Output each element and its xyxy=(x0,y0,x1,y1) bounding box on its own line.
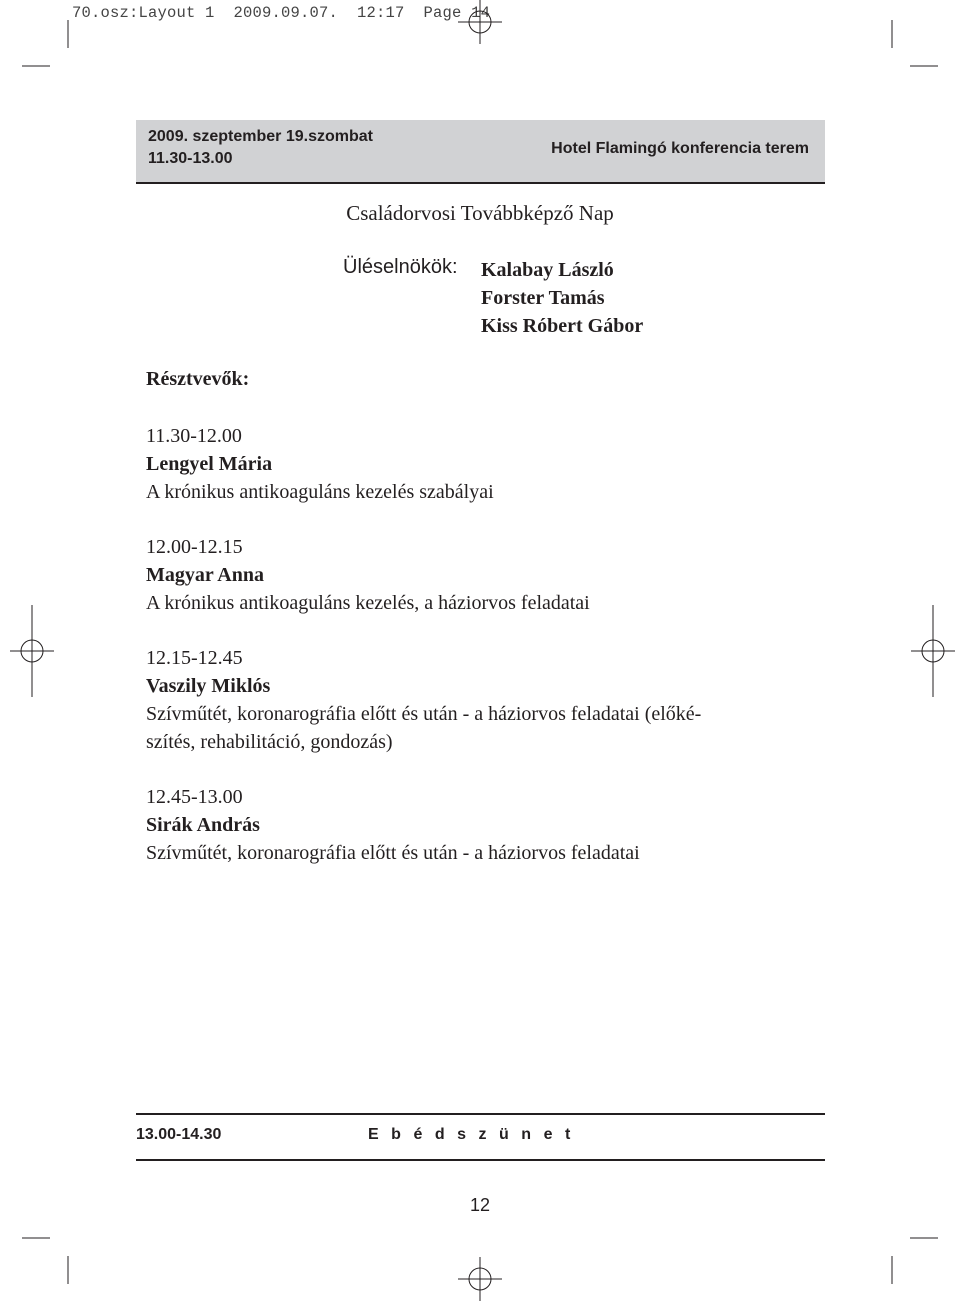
talk-item xyxy=(146,533,816,617)
session-title: Családorvosi Továbbképző Nap xyxy=(346,201,614,225)
participants-label: Résztvevők: xyxy=(146,368,250,390)
talk-speaker: Lengyel Mária xyxy=(146,453,273,475)
talk-item xyxy=(146,422,816,506)
talk-title-line: Szívműtét, koronarográfia előtt és után - a háziorvos feladatai (előké- xyxy=(146,703,702,725)
lunch-time: 13.00-14.30 xyxy=(136,1126,222,1143)
lunch-label: Ebédszünet xyxy=(368,1126,583,1143)
talk-title: A krónikus antikoaguláns kezelés szabályai xyxy=(146,481,494,503)
talk-time: 11.30-12.00 xyxy=(146,425,242,447)
session-header xyxy=(136,120,825,184)
talk-time: 12.45-13.00 xyxy=(146,786,243,808)
talk-list xyxy=(146,422,816,894)
talk-title-line: szítés, rehabilitáció, gondozás) xyxy=(146,731,393,753)
chair-name: Forster Tamás xyxy=(481,287,605,309)
talk-item xyxy=(146,783,816,867)
chairs-label: Üléselnökök: xyxy=(343,256,458,278)
header-date: 2009. szeptember 19.szombat xyxy=(148,128,373,145)
chair-name: Kiss Róbert Gábor xyxy=(481,315,644,337)
chairs-list xyxy=(481,256,643,340)
header-venue: Hotel Flamingó konferencia terem xyxy=(551,140,809,157)
talk-item xyxy=(146,644,816,756)
talk-title: Szívműtét, koronarográfia előtt és után - a háziorvos feladatai xyxy=(146,842,640,864)
talk-speaker: Magyar Anna xyxy=(146,564,264,586)
talk-time: 12.15-12.45 xyxy=(146,647,243,669)
talk-title: A krónikus antikoaguláns kezelés, a háziorvos feladatai xyxy=(146,592,590,614)
talk-speaker: Sirák András xyxy=(146,814,260,836)
talk-time: 12.00-12.15 xyxy=(146,536,243,558)
page-number: 12 xyxy=(469,1195,491,1215)
chair-name: Kalabay László xyxy=(481,259,614,281)
header-time: 11.30-13.00 xyxy=(148,150,233,167)
lunch-break-bar xyxy=(136,1113,825,1161)
printer-slug: 70.osz:Layout 1 2009.09.07. 12:17 Page 14 xyxy=(72,4,491,22)
talk-speaker: Vaszily Miklós xyxy=(146,675,271,697)
